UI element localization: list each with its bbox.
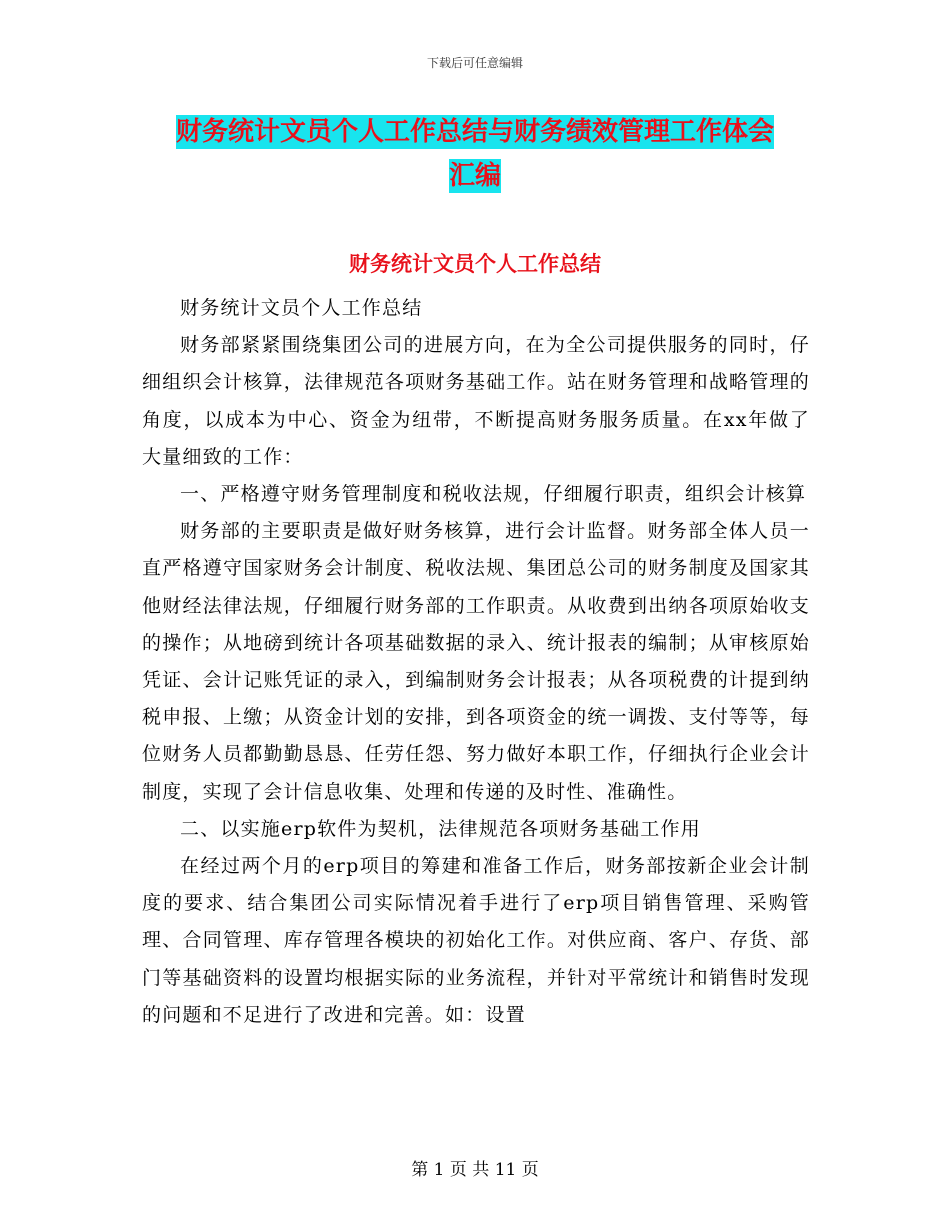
page-header-note: 下载后可任意编辑 [426,56,523,70]
document-title-line2: 汇编 [448,161,501,191]
paragraph: 财务部的主要职责是做好财务核算，进行会计监督。财务部全体人员一直严格遵守国家财务会计制度、税收法规、集团总公司的财务制度及国家其他财经法律法规，仔细履行财务部的工作职责。从收费到出纳各项原始收支的操作；从地磅到统计各项基础数据的录入、统计报表的编制；从审核原始凭证、会计记账凭证的录入，到编制财务会计报表；从各项税费的计提到纳税申报、上缴；从资金计划的安排，到各项资金的统一调拨、支付等等，每位财务人员都勤勤恳恳、任劳任怨、努力做好本职工作，仔细执行企业会计制度，实现了会计信息收集、处理和传递的及时性、准确性。 [142,520,810,803]
document-title [140,110,810,198]
page-number: 第 1 页 共 11 页 [411,1160,539,1180]
document-body [142,290,810,1034]
paragraph: 财务部紧紧围绕集团公司的进展方向，在为全公司提供服务的同时，仔细组织会计核算，法律规范各项财务基础工作。站在财务管理和战略管理的角度，以成本为中心、资金为纽带，不断提高财务服务质量。在xx年做了大量细致的工作： [142,334,810,468]
paragraph: 财务统计文员个人工作总结 [180,297,423,319]
paragraph: 二、以实施erp软件为契机，法律规范各项财务基础工作用 [180,817,701,840]
document-title-line1: 财务统计文员个人工作总结与财务绩效管理工作体会 [175,117,774,147]
paragraph: 在经过两个月的erp项目的筹建和准备工作后，财务部按新企业会计制度的要求、结合集团公司实际情况着手进行了erp项目销售管理、采购管理、合同管理、库存管理各模块的初始化工作。对供应商、客户、存货、部门等基础资料的设置均根据实际的业务流程，并针对平常统计和销售时发现的问题和不足进行了改进和完善。如：设置 [142,855,810,1026]
paragraph: 一、严格遵守财务管理制度和税收法规，仔细履行职责，组织会计核算 [180,483,807,506]
section-title: 财务统计文员个人工作总结 [349,252,601,276]
